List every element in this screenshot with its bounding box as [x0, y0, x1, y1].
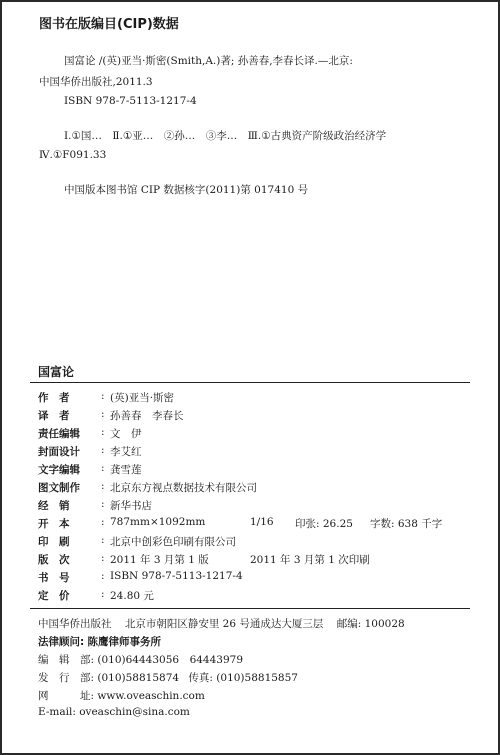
info-label: 印 刷 — [38, 536, 70, 548]
info-colon: : — [101, 516, 105, 528]
info-value: 787mm×1092mm — [110, 516, 206, 528]
info-label: 封面设计 — [38, 446, 80, 458]
email-line — [38, 706, 190, 718]
info-colon: : — [101, 390, 105, 402]
format-fold: 1/16 — [250, 516, 274, 528]
cip-heading: 图书在版编目(CIP)数据 — [39, 17, 179, 32]
web-label: 网 址: — [38, 690, 95, 702]
info-label: 书 号 — [38, 572, 70, 584]
divider-bottom — [30, 608, 470, 609]
publisher-line — [38, 616, 405, 631]
info-value: 24.80 元 — [110, 590, 154, 602]
sales-value: (010)58815874 — [97, 672, 180, 684]
info-value: 2011 年 3 月第 1 版 — [110, 554, 209, 566]
info-value: 北京中创彩色印刷有限公司 — [110, 536, 236, 548]
info-colon: : — [101, 588, 105, 600]
info-colon: : — [101, 552, 105, 564]
info-label: 经 销 — [38, 500, 70, 512]
info-label: 作 者 — [38, 392, 70, 404]
publisher-postcode: 邮编: 100028 — [336, 618, 405, 630]
info-value: 龚雪莲 — [110, 464, 142, 476]
legal-label: 法律顾问: — [38, 636, 85, 648]
cip-line-author: 国富论 /(英)亚当·斯密(Smith,A.)著; 孙善春,李春长译.—北京: — [64, 55, 353, 67]
legal-line — [38, 634, 161, 649]
info-colon: : — [101, 480, 105, 492]
cip-line-record-number: 中国版本图书馆 CIP 数据核字(2011)第 017410 号 — [64, 184, 309, 196]
info-value: (英)亚当·斯密 — [110, 392, 175, 404]
info-value: 北京东方视点数据技术有限公司 — [110, 482, 257, 494]
info-label: 版 次 — [38, 554, 70, 566]
info-label: 文字编辑 — [38, 464, 80, 476]
email: E-mail: oveaschin@sina.com — [38, 706, 190, 718]
info-label: 责任编辑 — [38, 428, 80, 440]
sales-line — [38, 670, 298, 685]
info-colon: : — [101, 462, 105, 474]
cip-line-classification: Ⅳ.①F091.33 — [39, 149, 107, 161]
web-line — [38, 688, 205, 703]
book-title: 国富论 — [38, 365, 75, 379]
info-label: 译 者 — [38, 410, 70, 422]
editorial-value: (010)64443056 64443979 — [97, 654, 244, 666]
cip-line-publisher: 中国华侨出版社,2011.3 — [39, 76, 153, 88]
format-word-count: 字数: 638 千字 — [370, 518, 443, 530]
page-border-left — [0, 0, 2, 755]
divider-top — [30, 382, 470, 383]
format-sheets: 印张: 26.25 — [295, 518, 353, 530]
info-colon: : — [101, 534, 105, 546]
fax: 传真: (010)58815857 — [188, 672, 298, 684]
info-value: ISBN 978-7-5113-1217-4 — [110, 570, 243, 582]
publisher-address: 北京市朝阳区静安里 26 号通成达大厦三层 — [124, 618, 324, 630]
legal-value: 陈鹰律师事务所 — [87, 636, 162, 648]
info-label: 图文制作 — [38, 482, 80, 494]
info-value: 文 伊 — [110, 428, 142, 440]
cip-line-subjects: Ⅰ.①国… Ⅱ.①亚… ②孙… ③李… Ⅲ.①古典资产阶级政治经济学 — [64, 130, 387, 142]
info-value: 李艾红 — [110, 446, 142, 458]
editorial-label: 编 辑 部: — [38, 654, 95, 666]
cip-line-isbn: ISBN 978-7-5113-1217-4 — [64, 95, 197, 107]
edition-printing: 2011 年 3 月第 1 次印刷 — [250, 554, 370, 566]
publisher-name: 中国华侨出版社 — [38, 618, 112, 630]
web-value: www.oveaschin.com — [97, 690, 205, 702]
info-colon: : — [101, 570, 105, 582]
page-border-top — [0, 0, 500, 2]
info-colon: : — [101, 426, 105, 438]
editorial-line — [38, 652, 243, 667]
info-label: 开 本 — [38, 518, 70, 530]
info-colon: : — [101, 444, 105, 456]
info-colon: : — [101, 408, 105, 420]
info-value: 孙善春 李春长 — [110, 410, 184, 422]
info-value: 新华书店 — [110, 500, 152, 512]
info-label: 定 价 — [38, 590, 70, 602]
info-colon: : — [101, 498, 105, 510]
sales-label: 发 行 部: — [38, 672, 95, 684]
